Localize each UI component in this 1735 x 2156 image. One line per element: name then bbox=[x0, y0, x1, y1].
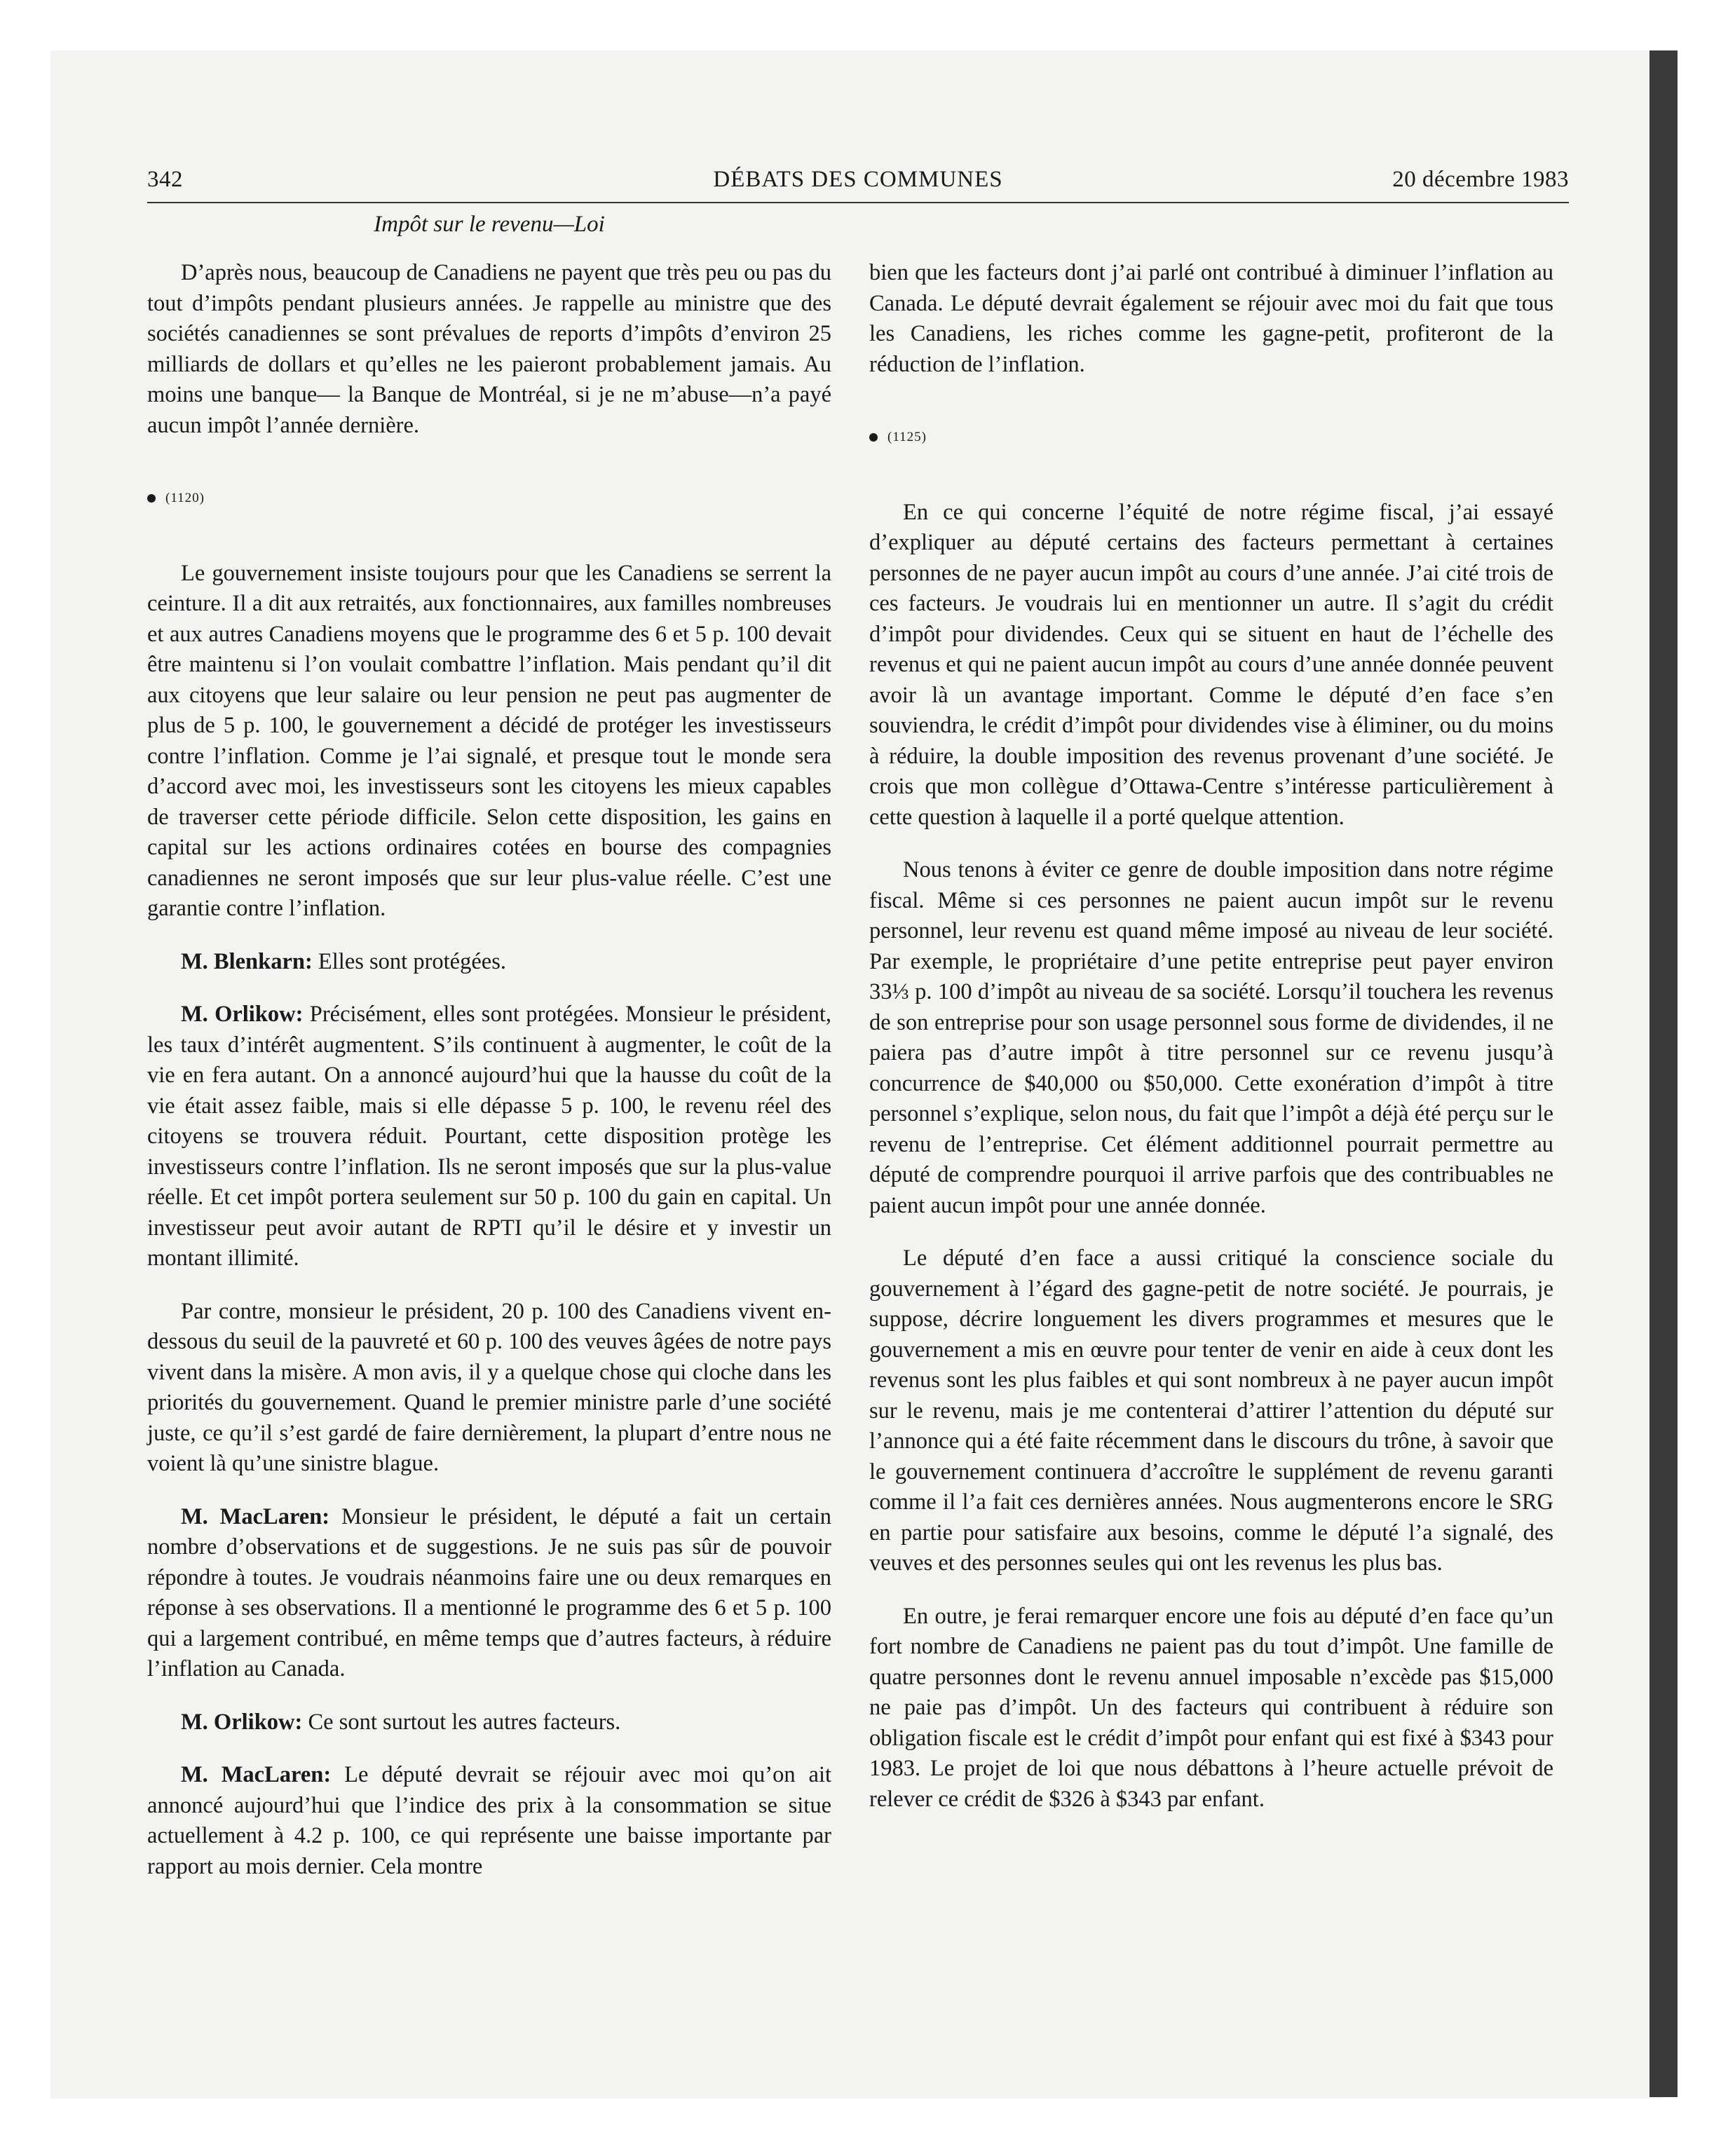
speaker-name: M. Orlikow: bbox=[181, 1709, 303, 1735]
bullet-icon bbox=[147, 494, 156, 503]
speaker-name: M. Blenkarn: bbox=[181, 948, 313, 974]
speech-text: Elles sont protégées. bbox=[312, 948, 506, 974]
page-number: 342 bbox=[147, 167, 183, 192]
speaker-name: M. MacLaren: bbox=[181, 1503, 330, 1529]
timestamp-marker bbox=[147, 483, 831, 514]
paragraph: Nous tenons à éviter ce genre de double imposition dans notre régime fiscal. Même si ces personnes ne paient aucun impôt sur le revenu personnel, leur revenu est quand même imposé au niveau de leur société. Par exemple, le propriétaire d’une petite entreprise peut payer environ 33⅓ p. 100 d’impôt au niveau de sa société. Lorsqu’il touchera les revenus de son entreprise pour son usage personnel sous forme de dividendes, il ne paiera pas d’autre impôt à titre personnel sur ce revenu jusqu’à concurrence de $40,000 ou $50,000. Cette exonération d’impôt à titre personnel s’explique, selon nous, du fait que l’impôt a déjà été perçu sur le revenu de l’entreprise. Cet élément additionnel pourrait permettre au député de comprendre pourquoi il arrive parfois que des contribuables ne paient aucun impôt pour une année donnée. bbox=[869, 857, 1553, 1218]
paragraph: D’après nous, beaucoup de Canadiens ne payent que très peu ou pas du tout d’impôts pendant plusieurs années. Je rappelle au ministre que des sociétés canadiennes se sont prévalues de reports d’impôts d’environ 25 milliards de dollars et qu’elles ne les paieront probablement jamais. Au moins une banque— la Banque de Montréal, si je ne m’abuse—n’a payé aucun impôt l’année dernière. bbox=[147, 260, 831, 438]
left-column bbox=[147, 258, 831, 1904]
timestamp: (1125) bbox=[887, 430, 927, 444]
paragraph: Par contre, monsieur le président, 20 p. 100 des Canadiens vivent en-dessous du seuil de la pauvreté et 60 p. 100 des veuves âgées de notre pays vivent dans la misère. A mon avis, il y a quelque chose qui cloche dans les priorités du gouvernement. Quand le premier ministre parle d’une société juste, ce qu’il s’est gardé de faire dernièrement, la plupart d’entre nous ne voient là qu’une sinistre blague. bbox=[147, 1298, 831, 1476]
paragraph: bien que les facteurs dont j’ai parlé ont contribué à diminuer l’inflation au Canada. Le député devrait également se réjouir avec moi du fait que tous les Canadiens, les riches comme les gagne-petit, profiteront de la réduction de l’inflation. bbox=[869, 260, 1553, 377]
speech-orlikow bbox=[147, 999, 831, 1274]
speech-text: Ce sont surtout les autres facteurs. bbox=[302, 1709, 621, 1735]
header-date: 20 décembre 1983 bbox=[1392, 167, 1569, 192]
paragraph: Le député d’en face a aussi critiqué la conscience sociale du gouvernement à l’égard des gagne-petit de notre société. Je pourrais, je suppose, décrire longuement les divers programmes et mesures que le gouvernement a mis en œuvre pour tenter de venir en aide à ceux dont les revenus sont les plus faibles et qui sont nombreux à ne payer aucun impôt sur le revenu, mais je me contenterai d’attirer l’attention du député sur l’annonce qui a été faite récemment dans le discours du trône, à savoir que le gouvernement continuera d’accroître le supplément de revenu garanti comme il l’a fait ces dernières années. Nous augmenterons encore le SRG en partie pour satisfaire aux besoins, comme le député l’a signalé, des veuves et des personnes seules qui ont les revenus les plus bas. bbox=[869, 1246, 1553, 1576]
speech-maclaren bbox=[147, 1760, 831, 1882]
paragraph: Le gouvernement insiste toujours pour que les Canadiens se serrent la ceinture. Il a dit aux retraités, aux fonctionnaires, aux familles nombreuses et aux autres Canadiens moyens que le programme des 6 et 5 p. 100 devait être maintenu si l’on voulait combattre l’inflation. Mais pendant qu’il dit aux citoyens que leur salaire ou leur pension ne peut pas augmenter de plus de 5 p. 100, le gouvernement a décidé de protéger les investisseurs contre l’inflation. Comme je l’ai signalé, et presque tout le monde sera d’accord avec moi, les investisseurs sont les citoyens les mieux capables de traverser cette période difficile. Selon cette disposition, les gains en capital sur les actions ordinaires cotées en bourse des compagnies canadiennes ne seront imposés que sur leur plus-value réelle. C’est une garantie contre l’inflation. bbox=[147, 560, 831, 921]
section-title: Impôt sur le revenu—Loi bbox=[374, 212, 605, 237]
timestamp: (1120) bbox=[165, 491, 205, 505]
right-column bbox=[869, 258, 1553, 1837]
timestamp-marker bbox=[869, 422, 1553, 453]
speech-text: Précisément, elles sont protégées. Monsieur le président, les taux d’intérêt augmentent. S’ils continuent à augmenter, le coût de la vie en fera autant. On a annoncé aujourd’hui que la hausse du coût de la vie était assez faible, mais si elle dépasse 5 p. 100, le revenu réel des citoyens se trouvera réduit. Pourtant, cette disposition protège les investisseurs contre l’inflation. Ils ne seront imposés que sur la plus-value réelle. Et cet impôt portera seulement sur 50 p. 100 du gain en capital. Un investisseur peut avoir autant de RPTI qu’il le désire et y investir un montant illimité. bbox=[147, 1002, 831, 1271]
bullet-icon bbox=[869, 433, 878, 442]
speech-blenkarn bbox=[147, 947, 831, 978]
speaker-name: M. Orlikow: bbox=[181, 1002, 304, 1027]
running-header bbox=[147, 167, 1569, 203]
paragraph: En ce qui concerne l’équité de notre régime fiscal, j’ai essayé d’expliquer au député certains des facteurs permettant à certaines personnes de ne payer aucun impôt au cours d’une année. J’ai cité trois de ces facteurs. Je voudrais lui en mentionner un autre. Il s’agit du crédit d’impôt pour dividendes. Ceux qui se situent en haut de l’échelle des revenus et qui ne paient aucun impôt au cours d’une année donnée peuvent avoir là un avantage important. Comme le député d’en face s’en souviendra, le crédit d’impôt pour dividendes vise à éliminer, ou du moins à réduire, la double imposition des revenus provenant d’une société. Je crois que mon collègue d’Ottawa-Centre s’intéresse particulièrement à cette question à laquelle il a porté quelque attention. bbox=[869, 499, 1553, 830]
speech-text: Le député devrait se réjouir avec moi qu’on ait annoncé aujourd’hui que l’indice des prix à la consommation se situe actuellement à 4.2 p. 100, ce qui représente une baisse importante par rapport au mois dernier. Cela montre bbox=[147, 1762, 831, 1879]
speech-maclaren bbox=[147, 1502, 831, 1685]
scan-edge-bar bbox=[1649, 50, 1678, 2097]
speech-text: Monsieur le président, le député a fait un certain nombre d’observations et de suggestions. Je ne suis pas sûr de pouvoir répondre à toutes. Je voudrais néanmoins faire une ou deux remarques en réponse à ses observations. Il a mentionné le programme des 6 et 5 p. 100 qui a largement contribué, en même temps que d’autres facteurs, à réduire l’inflation au Canada. bbox=[147, 1503, 831, 1681]
paragraph: En outre, je ferai remarquer encore une fois au député d’en face qu’un fort nombre de Canadiens ne paient pas du tout d’impôt. Une famille de quatre personnes dont le revenu annuel imposable n’excède pas $15,000 ne paie pas d’impôt. Un des facteurs qui contribuent à réduire son obligation fiscale est le crédit d’impôt pour enfant qui est fixé à $343 pour 1983. Le projet de loi que nous débattons à l’heure actuelle prévoit de relever ce crédit de $326 à $343 par enfant. bbox=[869, 1603, 1553, 1812]
publication-title: DÉBATS DES COMMUNES bbox=[713, 167, 1003, 192]
speaker-name: M. MacLaren: bbox=[181, 1762, 332, 1787]
speech-orlikow bbox=[147, 1707, 831, 1738]
